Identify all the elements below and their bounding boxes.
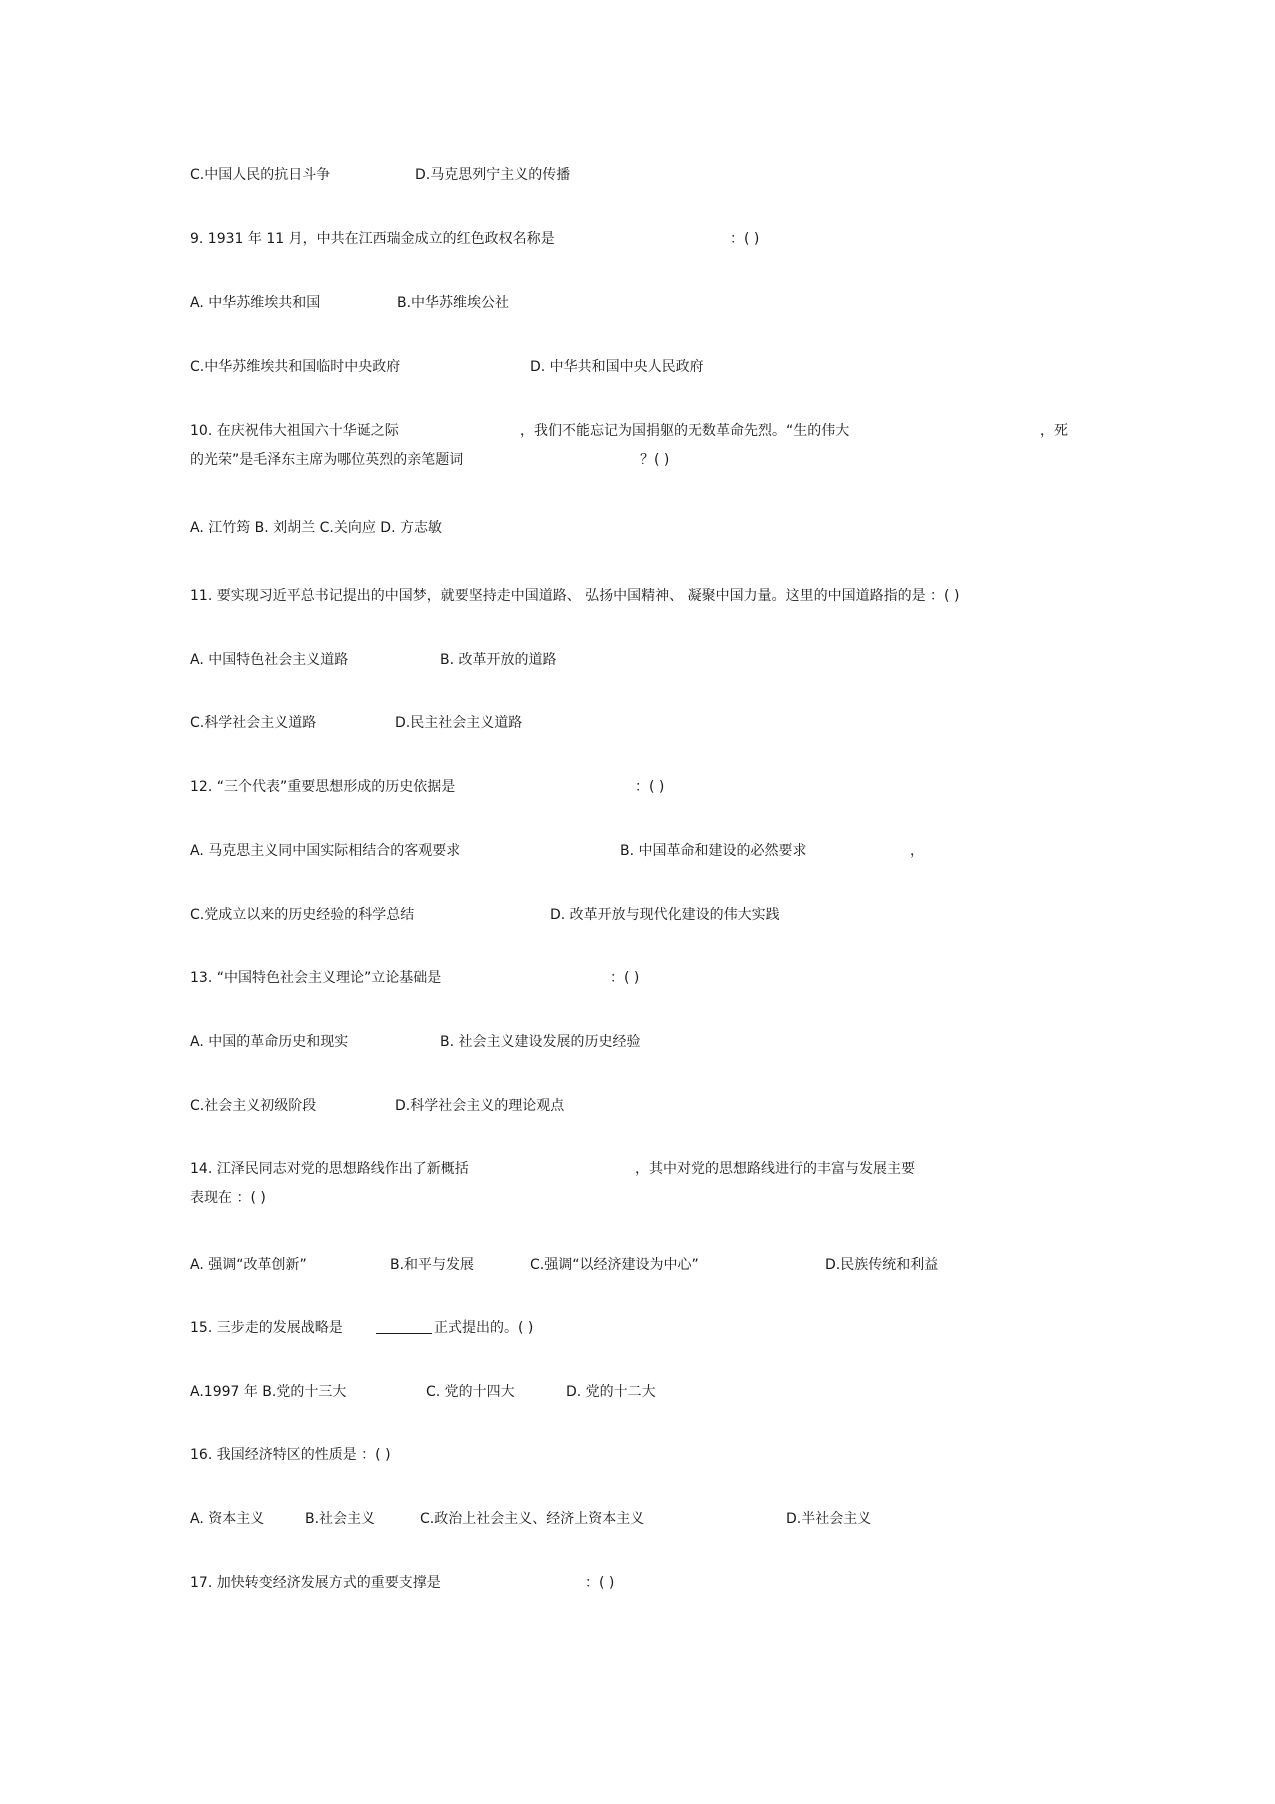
q12-option-d: D. 改革开放与现代化建设的伟大实践 bbox=[550, 907, 780, 923]
q16-option-a: A. 资本主义 bbox=[190, 1511, 265, 1527]
q16-stem: 16. 我国经济特区的性质是 ：( ) bbox=[190, 1447, 391, 1463]
q9-option-c: C.中华苏维埃共和国临时中央政府 bbox=[190, 359, 401, 375]
q13-option-c: C.社会主义初级阶段 bbox=[190, 1098, 317, 1114]
q14-stem-part-2: ，其中对党的思想路线进行的丰富与发展主要 bbox=[635, 1161, 915, 1177]
q11-stem: 11. 要实现习近平总书记提出的中国梦，就要坚持走中国道路、 弘扬中国精神、 凝聚中国力量。这里的中国道路指的是 ：( ) bbox=[190, 588, 960, 604]
q10-options: A. 江竹筠 B. 刘胡兰 C.关向应 D. 方志敏 bbox=[190, 520, 442, 536]
q16-option-b: B.社会主义 bbox=[305, 1511, 376, 1527]
q17-stem: 17. 加快转变经济发展方式的重要支撑是 bbox=[190, 1575, 441, 1591]
q14-option-c: C.强调“以经济建设为中心” bbox=[530, 1257, 699, 1273]
q8-option-c: C.中国人民的抗日斗争 bbox=[190, 167, 331, 183]
q14-stem-part-1: 14. 江泽民同志对党的思想路线作出了新概括 bbox=[190, 1161, 469, 1177]
q11-option-d: D.民主社会主义道路 bbox=[395, 715, 523, 731]
q12-stem: 12. “三个代表”重要思想形成的历史依据是 bbox=[190, 779, 456, 795]
q9-stem: 9. 1931 年 11 月，中共在江西瑞金成立的红色政权名称是 bbox=[190, 231, 555, 247]
q9-option-a: A. 中华苏维埃共和国 bbox=[190, 295, 321, 311]
q16-option-d: D.半社会主义 bbox=[786, 1511, 872, 1527]
q8-option-d: D.马克思列宁主义的传播 bbox=[415, 167, 571, 183]
q16-option-c: C.政治上社会主义、经济上资本主义 bbox=[420, 1511, 645, 1527]
q15-option-d: D. 党的十二大 bbox=[566, 1384, 656, 1400]
q10-stem-line-2: 的光荣”是毛泽东主席为哪位英烈的亲笔题词 bbox=[190, 452, 464, 468]
q14-option-a: A. 强调“改革创新” bbox=[190, 1257, 307, 1273]
q13-option-b: B. 社会主义建设发展的历史经验 bbox=[440, 1034, 641, 1050]
q13-answer-bracket: ：( ) bbox=[610, 970, 640, 986]
q10-answer-bracket: ？( ) bbox=[640, 452, 670, 468]
q13-stem: 13. “中国特色社会主义理论”立论基础是 bbox=[190, 970, 442, 986]
q13-option-a: A. 中国的革命历史和现实 bbox=[190, 1034, 349, 1050]
q13-option-d: D.科学社会主义的理论观点 bbox=[395, 1098, 565, 1114]
q14-stem-line-2: 表现在 ：( ) bbox=[190, 1190, 266, 1206]
q10-stem-part-2: ，我们不能忘记为国捐躯的无数革命先烈。“生的伟大 bbox=[520, 423, 850, 439]
q12-option-b: B. 中国革命和建设的必然要求 bbox=[620, 843, 807, 859]
q11-option-a: A. 中国特色社会主义道路 bbox=[190, 652, 349, 668]
q9-option-b: B.中华苏维埃公社 bbox=[397, 295, 510, 311]
q15-fill-blank bbox=[376, 1319, 432, 1339]
q14-option-d: D.民族传统和利益 bbox=[825, 1257, 939, 1273]
q12-answer-bracket: ：( ) bbox=[635, 779, 665, 795]
q14-option-b: B.和平与发展 bbox=[390, 1257, 475, 1273]
q9-option-d: D. 中华共和国中央人民政府 bbox=[530, 359, 704, 375]
q15-option-c: C. 党的十四大 bbox=[426, 1384, 515, 1400]
q15-option-a-b: A.1997 年 B.党的十三大 bbox=[190, 1384, 347, 1400]
q12-option-a: A. 马克思主义同中国实际相结合的客观要求 bbox=[190, 843, 461, 859]
q10-stem-part-3: ，死 bbox=[1040, 423, 1068, 439]
q12-option-b-tail: ， bbox=[910, 843, 924, 859]
q15-stem-suffix: 正式提出的。( ) bbox=[434, 1320, 534, 1336]
q11-option-c: C.科学社会主义道路 bbox=[190, 715, 317, 731]
q12-option-c: C.党成立以来的历史经验的科学总结 bbox=[190, 907, 415, 923]
q17-answer-bracket: ：( ) bbox=[585, 1575, 615, 1591]
q9-answer-bracket: ：( ) bbox=[730, 231, 760, 247]
q11-option-b: B. 改革开放的道路 bbox=[440, 652, 557, 668]
q15-stem-prefix: 15. 三步走的发展战略是 bbox=[190, 1320, 343, 1336]
q10-stem-part-1: 10. 在庆祝伟大祖国六十华诞之际 bbox=[190, 423, 399, 439]
